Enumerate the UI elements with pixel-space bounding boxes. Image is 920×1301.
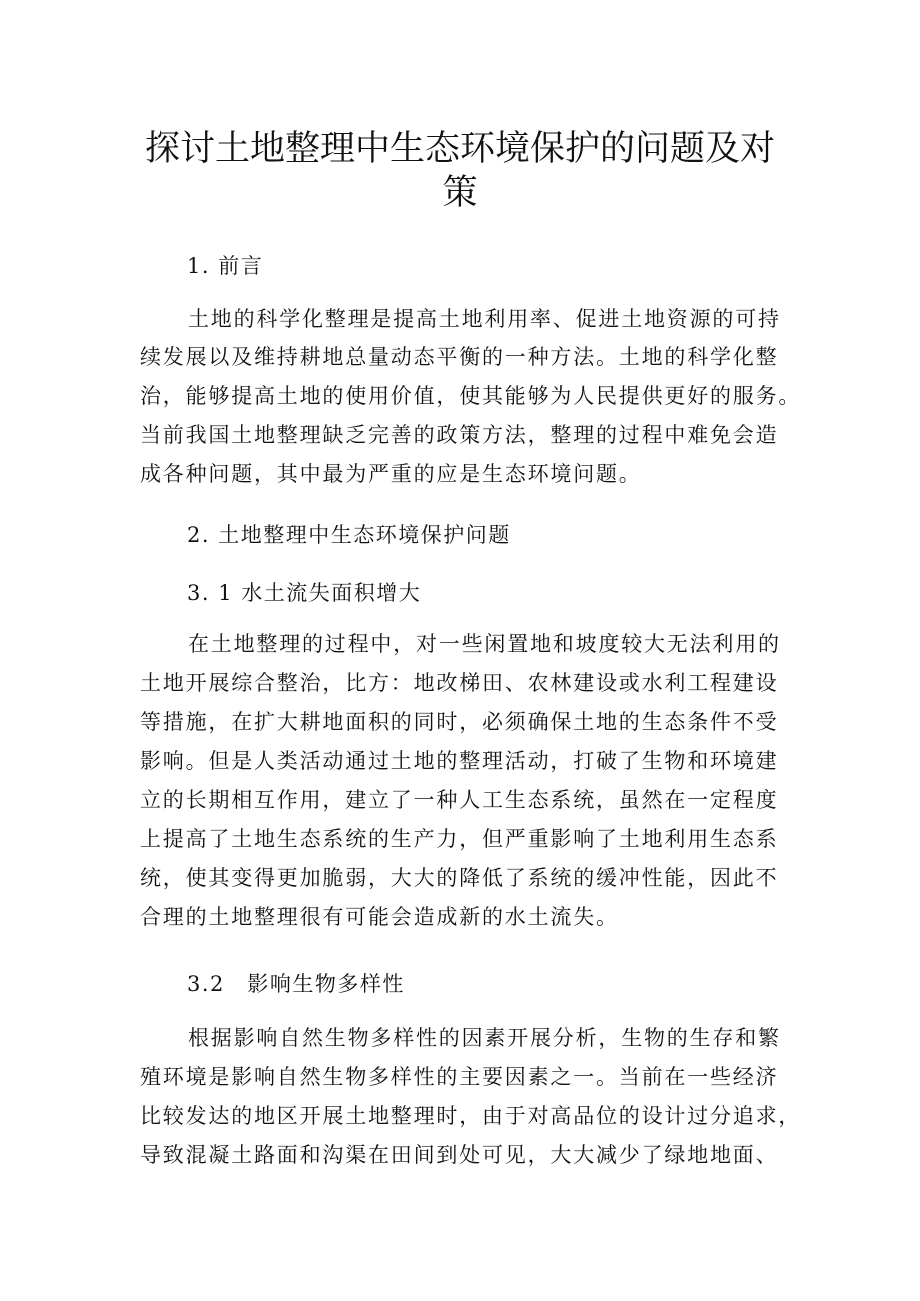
- document-title-line-1: 探讨土地整理中生态环境保护的问题及对: [144, 129, 775, 169]
- document-title-line-2: 策: [442, 173, 478, 213]
- paragraph-line: 立的长期相互作用，建立了一种人工生态系统，虽然在一定程度: [140, 788, 779, 812]
- paragraph-line: 导致混凝土路面和沟渠在田间到处可见，大大减少了绿地地面、: [140, 1143, 779, 1167]
- paragraph-line: 根据影响自然生物多样性的因素开展分析，生物的生存和繁: [188, 1026, 781, 1050]
- paragraph-line: 治，能够提高土地的使用价值，使其能够为人民提供更好的服务。: [140, 384, 802, 408]
- paragraph-line: 殖环境是影响自然生物多样性的主要因素之一。当前在一些经济: [140, 1065, 779, 1089]
- paragraph-line: 成各种问题，其中最为严重的应是生态环境问题。: [140, 462, 642, 486]
- paragraph-line: 等措施，在扩大耕地面积的同时，必须确保土地的生态条件不受: [140, 710, 779, 734]
- paragraph-line: 上提高了土地生态系统的生产力，但严重影响了土地利用生态系: [140, 827, 779, 851]
- paragraph-line: 土地的科学化整理是提高土地利用率、促进土地资源的可持: [188, 307, 781, 331]
- paragraph-line: 在土地整理的过程中，对一些闲置地和坡度较大无法利用的: [188, 632, 781, 656]
- paragraph-line: 统，使其变得更加脆弱，大大的降低了系统的缓冲性能，因此不: [140, 866, 779, 890]
- paragraph-line: 续发展以及维持耕地总量动态平衡的一种方法。土地的科学化整: [140, 345, 779, 369]
- paragraph-line: 土地开展综合整治，比方：地改梯田、农林建设或水利工程建设: [140, 671, 779, 695]
- paragraph-line: 影响。但是人类活动通过土地的整理活动，打破了生物和环境建: [140, 749, 779, 773]
- section-heading-problems: 2. 土地整理中生态环境保护问题: [187, 523, 511, 547]
- paragraph-line: 比较发达的地区开展土地整理时，由于对高品位的设计过分追求，: [140, 1104, 802, 1128]
- paragraph-line: 当前我国土地整理缺乏完善的政策方法，整理的过程中难免会造: [140, 423, 779, 447]
- section-heading-biodiversity: 3.2 影响生物多样性: [187, 972, 405, 996]
- paragraph-line: 合理的土地整理很有可能会造成新的水土流失。: [140, 905, 619, 929]
- section-heading-preface: 1. 前言: [187, 254, 264, 278]
- section-heading-soil-erosion: 3. 1 水土流失面积增大: [187, 581, 422, 605]
